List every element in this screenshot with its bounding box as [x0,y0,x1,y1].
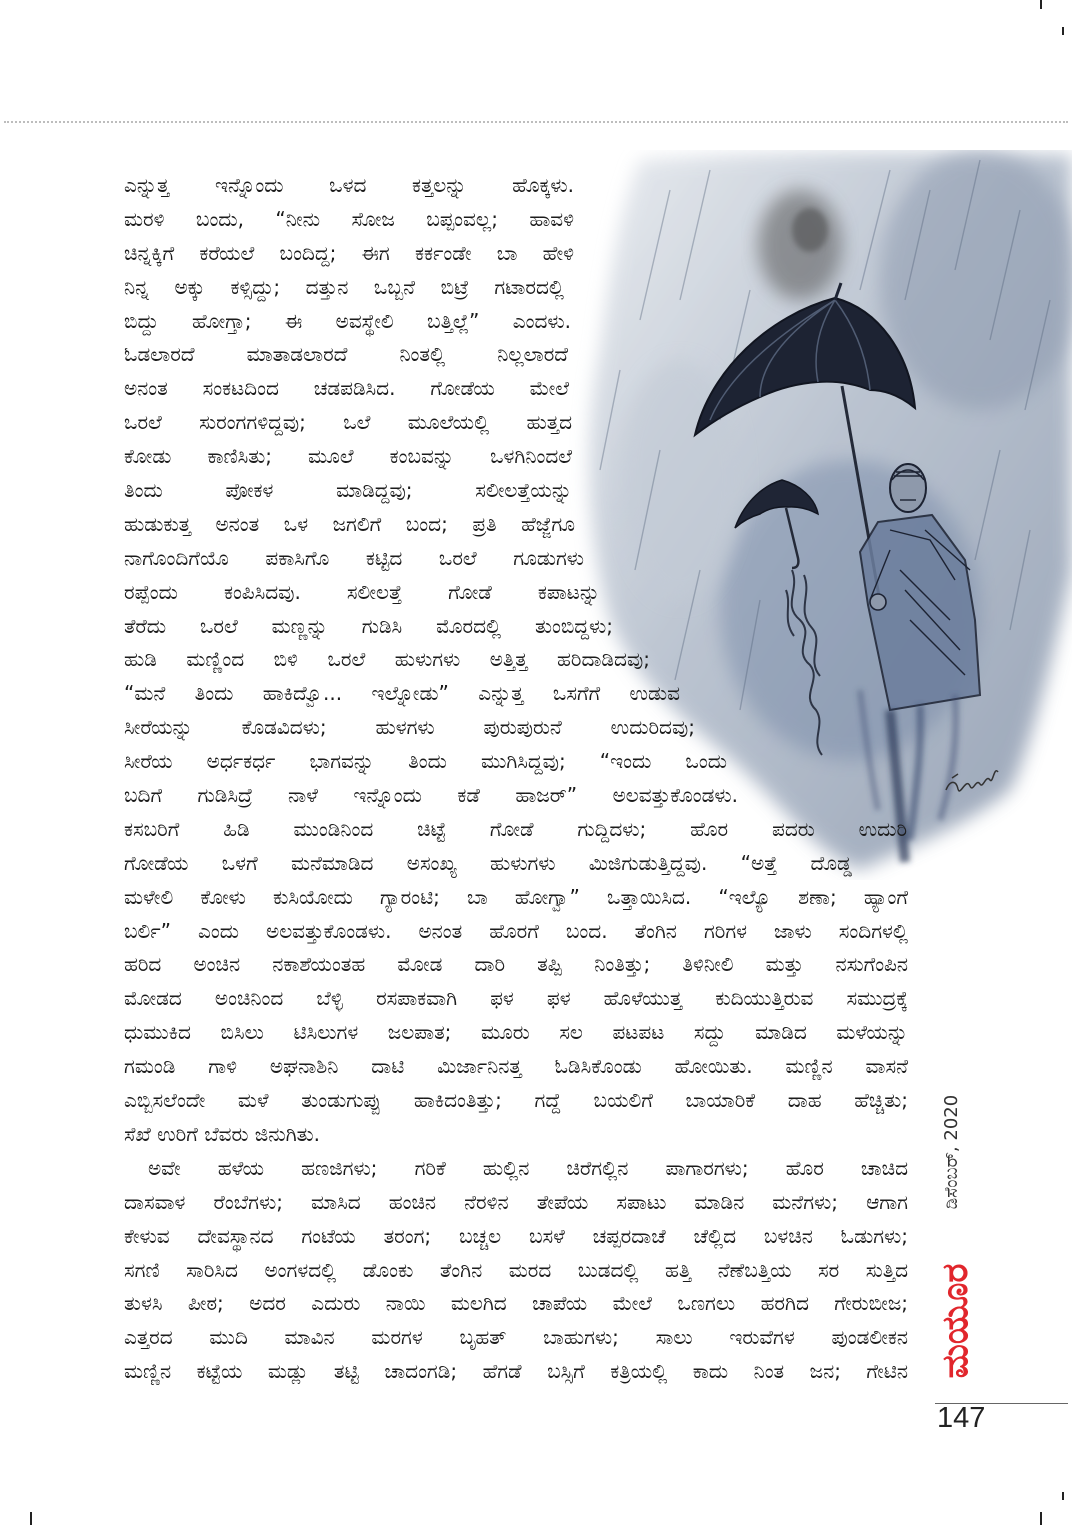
text-line: ಬಿದ್ದು ಹೋಗ್ತಾ; ಈ ಅವಸ್ಥೇಲಿ ಬತ್ತಿಲ್ಲೆ” ಎಂದಳು. [124,308,571,333]
text-line: ಎಬ್ಬಿಸಲೆಂದೇ ಮಳೆ ತುಂಡುಗುಪ್ಪು ಹಾಕಿದಂತಿತ್ತು; ಗದ್ದೆ ಬಯಲಿಗೆ ಬಾಯಾರಿಕೆ ದಾಹ ಹೆಚ್ಚಿತು; [124,1088,908,1113]
crop-mark [1040,1512,1042,1525]
page-number: 147 [937,1402,986,1434]
crop-mark [30,1512,32,1525]
text-line: ಕಸಬರಿಗೆ ಹಿಡಿ ಮುಂಡಿನಿಂದ ಚಿಟ್ಟೆ ಗೋಡೆ ಗುದ್ದಿದಳು; ಹೊರ ಪದರು ಉದುರಿ [124,816,907,841]
text-line: ಸಗಣಿ ಸಾರಿಸಿದ ಅಂಗಳದಲ್ಲಿ ಡೊಂಕು ತೆಂಗಿನ ಮರದ ಬುಡದಲ್ಲಿ ಹತ್ತಿ ನೆಣೆಬತ್ತಿಯ ಸರ ಸುತ್ತಿದ [124,1257,908,1282]
magazine-logo: ಮಯೂರ [935,1263,976,1379]
text-line: ಸೀರೆಯನ್ನು ಕೊಡವಿದಳು; ಹುಳಗಳು ಪುರುಪುರುನೆ ಉದುರಿದವು; [124,715,695,740]
text-line: ರಪ್ಪೆಂದು ಕಂಪಿಸಿದವು. ಸಲೀಲತ್ತೆ ಗೋಡೆ ಕಪಾಟನ್ನು [124,579,600,604]
text-line: “ಮನೆ ತಿಂದು ಹಾಕಿದ್ವೊ... ಇಲ್ನೋಡು” ಎನ್ನುತ್ತ ಒಸಗೆಗೆ ಉಡುವ [124,681,680,706]
text-line: ಮಣ್ಣಿನ ಕಟ್ಟೆಯ ಮಡ್ಲು ತಟ್ಟಿ ಚಾದಂಗಡಿ; ಹೆಗಡೆ ಬಸ್ಸಿಗೆ ಕತ್ರಿಯಲ್ಲಿ ಕಾದು ನಿಂತ ಜನ; ಗೇಟಿನ [124,1359,908,1384]
text-line: ಒರಲೆ ಸುರಂಗಗಳಿದ್ದವು; ಒಲೆ ಮೂಲೆಯಲ್ಲಿ ಹುತ್ತದ [124,410,572,435]
text-line: ಮರಳಿ ಬಂದು, “ನೀನು ಸೋಜ ಬಪ್ಪಂವಲ್ಲ; ಹಾವಳಿ [124,206,574,231]
text-line: ಹುಡಿ ಮಣ್ಣಿಂದ ಬಿಳಿ ಒರಲೆ ಹುಳುಗಳು ಅತ್ತಿತ್ತ ಹರಿದಾಡಿದವು; [124,647,650,672]
text-line: ಹುಡುಕುತ್ತ ಅನಂತ ಒಳ ಜಗಲಿಗೆ ಬಂದ; ಪ್ರತಿ ಹೆಜ್ಜೆಗೂ [124,511,575,536]
text-line: ಅವೇ ಹಳೆಯ ಹಣಜಿಗಳು; ಗರಿಕೆ ಹುಲ್ಲಿನ ಚಿರೆಗಲ್ಲಿನ ಪಾಗಾರಗಳು; ಹೊರ ಚಾಚಿದ [148,1155,908,1180]
text-line: ನಿನ್ನ ಅಕ್ಕು ಕಳ್ಸಿದ್ದು; ದತ್ತುನ ಒಬ್ಬನೆ ಬಿಟ್ರೆ ಗಟಾರದಲ್ಲಿ [124,274,564,299]
text-line: ಸೆಖೆ ಉರಿಗೆ ಬೆವರು ಜಿನುಗಿತು. [124,1121,320,1146]
text-line: ಹರಿದ ಅಂಚಿನ ನಕಾಶೆಯಂತಹ ಮೋಡ ದಾರಿ ತಪ್ಪಿ ನಿಂತಿತ್ತು; ತಿಳಿನೀಲಿ ಮತ್ತು ನಸುಗೆಂಪಿನ [124,952,908,977]
issue-date: ಡಿಸೆಂಬರ್, 2020 [941,1094,962,1210]
text-line: ಬರ್ಲಿ” ಎಂದು ಅಲವತ್ತುಕೊಂಡಳು. ಅನಂತ ಹೊರಗೆ ಬಂದ. ತೆಂಗಿನ ಗರಿಗಳ ಜಾಳು ಸಂದಿಗಳಲ್ಲಿ [124,918,908,943]
text-line: ಕೋಡು ಕಾಣಿಸಿತು; ಮೂಲೆ ಕಂಬವನ್ನು ಒಳಗಿನಿಂದಲೆ [124,444,572,469]
text-line: ಗೋಡೆಯ ಒಳಗೆ ಮನೆಮಾಡಿದ ಅಸಂಖ್ಯ ಹುಳುಗಳು ಮಿಜಿಗುಡುತ್ತಿದ್ದವು. “ಅತ್ತೆ ದೊಡ್ಡ [124,850,852,875]
text-line: ಬದಿಗೆ ಗುಡಿಸಿದ್ರೆ ನಾಳೆ ಇನ್ನೊಂದು ಕಡೆ ಹಾಜರ್” ಅಲವತ್ತುಕೊಂಡಳು. [124,783,738,808]
text-line: ಸೀರೆಯ ಅರ್ಧಕರ್ಧ ಭಾಗವನ್ನು ತಿಂದು ಮುಗಿಸಿದ್ದವು; “ಇಂದು ಒಂದು [124,749,727,774]
text-line: ಎನ್ನುತ್ತ ಇನ್ನೊಂದು ಒಳದ ಕತ್ತಲನ್ನು ಹೊಕ್ಕಳು. [124,173,574,197]
text-line: ಕೇಳುವ ದೇವಸ್ಥಾನದ ಗಂಟೆಯ ತರಂಗ; ಬಚ್ಚಲ ಬಸಳೆ ಚಪ್ಪರದಾಚೆ ಚೆಲ್ಲಿದ ಬಳಚಿನ ಓಡುಗಳು; [124,1223,908,1248]
text-line: ಅನಂತ ಸಂಕಟದಿಂದ ಚಡಪಡಿಸಿದ. ಗೋಡೆಯ ಮೇಲೆ [124,376,569,401]
crop-mark [1062,1492,1064,1500]
text-line: ಚಿನ್ನಕ್ಕಿಗೆ ಕರೆಯಲೆ ಬಂದಿದ್ದ; ಈಗ ಕರ್ಕಂಡೇ ಬಾ ಹೇಳಿ [124,240,574,265]
text-line: ತಿಂದು ಪೋಕಳ ಮಾಡಿದ್ದವು; ಸಲೀಲತ್ತೆಯನ್ನು [124,478,572,503]
header-dotted-rule [4,121,1068,123]
text-line: ತುಳಸಿ ಪೀಠ; ಅದರ ಎದುರು ನಾಯಿ ಮಲಗಿದ ಚಾಪೆಯ ಮೇಲೆ ಒಣಗಲು ಹರಗಿದ ಗೇರುಬೀಜ; [124,1291,908,1316]
article-body [124,169,908,1389]
text-line: ಎತ್ತರದ ಮುದಿ ಮಾವಿನ ಮರಗಳ ಬೃಹತ್ ಬಾಹುಗಳು; ಸಾಲು ಇರುವೆಗಳ ಪುಂಡಲೀಕನ [124,1325,908,1350]
text-line: ಗಮಂಡಿ ಗಾಳಿ ಅಘನಾಶಿನಿ ದಾಟಿ ಮಿರ್ಜಾನಿನತ್ತ ಓಡಿಸಿಕೊಂಡು ಹೋಯಿತು. ಮಣ್ಣಿನ ವಾಸನೆ [124,1054,908,1079]
text-line: ಧುಮುಕಿದ ಬಿಸಿಲು ಟಿಸಿಲುಗಳ ಜಲಪಾತ; ಮೂರು ಸಲ ಪಟಪಟ ಸದ್ದು ಮಾಡಿದ ಮಳೆಯನ್ನು [124,1020,908,1045]
text-line: ತೆರೆದು ಒರಲೆ ಮಣ್ಣನ್ನು ಗುಡಿಸಿ ಮೊರದಲ್ಲಿ ತುಂಬಿದ್ದಳು; [124,613,613,638]
text-line: ನಾಗೊಂದಿಗೆಯೊ ಪಕಾಸಿಗೊ ಕಟ್ಟಿದ ಒರಲೆ ಗೂಡುಗಳು [124,545,584,570]
crop-mark [1040,0,1042,9]
text-line: ಮೋಡದ ಅಂಚಿನಿಂದ ಬೆಳ್ಳಿ ರಸಪಾಕವಾಗಿ ಫಳ ಫಳ ಹೊಳೆಯುತ್ತ ಕುದಿಯುತ್ತಿರುವ ಸಮುದ್ರಕ್ಕೆ [124,986,908,1011]
text-line: ಓಡಲಾರದೆ ಮಾತಾಡಲಾರದೆ ನಿಂತಲ್ಲಿ ನಿಲ್ಲಲಾರದೆ [124,342,568,367]
crop-mark [1062,27,1064,35]
text-line: ಮಳೇಲಿ ಕೋಳು ಕುಸಿಯೋದು ಗ್ಯಾರಂಟಿ; ಬಾ ಹೋಗ್ವಾ” ಒತ್ತಾಯಿಸಿದ. “ಇಲ್ಯೊ ಶಣಾ; ಹ್ಯಾಂಗೆ [124,884,908,909]
text-line: ದಾಸವಾಳ ರೆಂಬೆಗಳು; ಮಾಸಿದ ಹಂಚಿನ ನೆರಳಿನ ತೇಪೆಯ ಸಪಾಟು ಮಾಡಿನ ಮನೆಗಳು; ಆಗಾಗ [124,1189,908,1214]
